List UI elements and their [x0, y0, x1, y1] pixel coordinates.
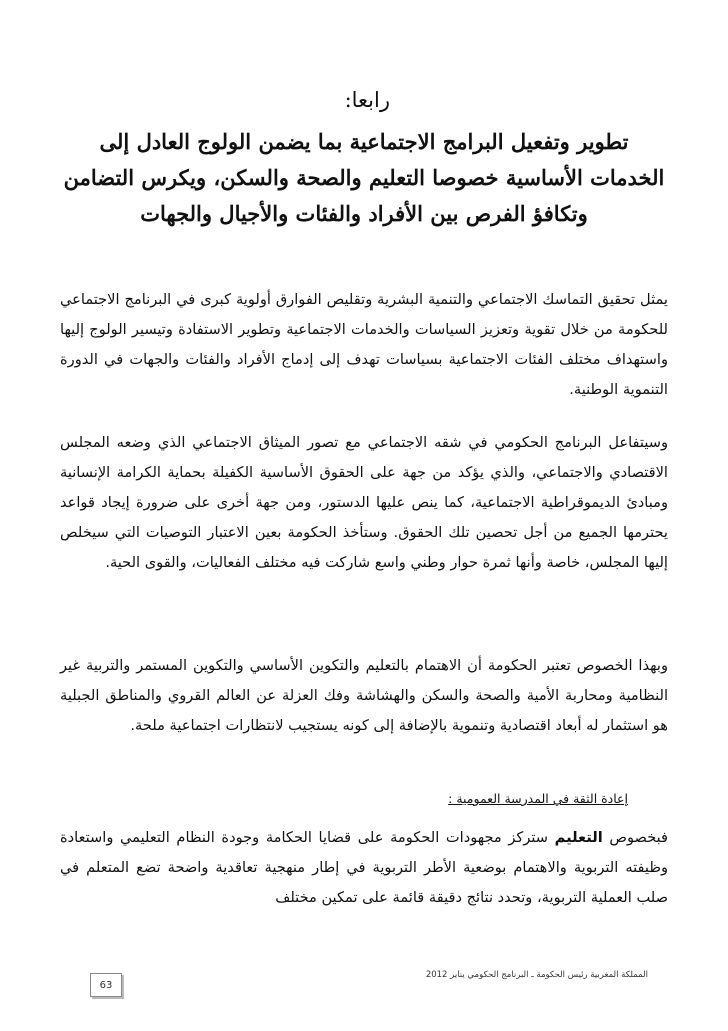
paragraph-1: يمثل تحقيق التماسك الاجتماعي والتنمية البشرية وتقليص الفوارق أولوية كبرى في البرنامج الاجتماعي للحكومة من خلال تقوية وتعزيز السياسات والخدمات الاجتماعية وتطوير الاستفادة وتيسير الولوج إليها واستهداف مختلف الفئات الاجتماعية بسياسات تهدف إلى إدماج الأفراد والفئات والجهات في الدورة التنموية الوطنية. [60, 291, 668, 398]
paragraph-4-prefix: فبخصوص [609, 829, 668, 846]
page-number: 63 [99, 979, 113, 991]
page-number-badge [90, 973, 122, 997]
paragraph-4-rest: ستركز مجهودات الحكومة على قضايا الحكامة وجودة النظام التعليمي واستعادة وظيفته التربوية والاهتمام بوضعية الأطر التربوية في إطار منهجية تعاقدية واضحة تضع المتعلم في صلب العملية التربوية، وتحدد نتائج دقيقة قائمة على تمكين مختلف [60, 829, 668, 906]
footer-text: المملكة المغربية رئيس الحكومة ـ البرنامج الحكومي يناير 2012 [425, 970, 648, 980]
paragraph-4 [60, 823, 692, 913]
section-label: رابعا: [344, 88, 390, 112]
paragraph-4-bold-term: التعليم [554, 829, 603, 846]
paragraph-3: وبهذا الخصوص تعتبر الحكومة أن الاهتمام بالتعليم والتكوين الأساسي والتكوين المستمر والتربية غير النظامية ومحاربة الأمية والصحة والسكن والهشاشة وفك العزلة عن العالم القروي والمناطق الجبلية هو استثمار له أبعاد اقتصادية وتنموية بالإضافة إلى كونه يستجيب لانتظارات اجتماعية ملحة. [60, 657, 668, 734]
paragraph-2: وسيتفاعل البرنامج الحكومي في شقه الاجتماعي مع تصور الميثاق الاجتماعي الذي وضعه المجلس الاقتصادي والاجتماعي، والذي يؤكد من جهة على الحقوق الأساسية الكفيلة بحماية الكرامة الإنسانية ومبادئ الديموقراطية الاجتماعية، كما ينص عليها الدستور، ومن جهة أخرى على ضرورة إيجاد قواعد يحترمها الجميع من أجل تحصين تلك الحقوق. وستأخذ الحكومة بعين الاعتبار التوصيات التي سيخلص إليها المجلس، خاصة وأنها ثمرة حوار وطني واسع شاركت فيه مختلف الفعاليات، والقوى الحية. [60, 434, 668, 571]
subheading: إعادة الثقة في المدرسة العمومية : [448, 791, 628, 806]
section-title: تطوير وتفعيل البرامج الاجتماعية بما يضمن الولوج العادل إلى الخدمات الأساسية خصوصا التعليم والصحة والسكن، ويكرس التضامن وتكافؤ الفرص بين الأفراد والفئات والأجيال والجهات [63, 129, 665, 226]
